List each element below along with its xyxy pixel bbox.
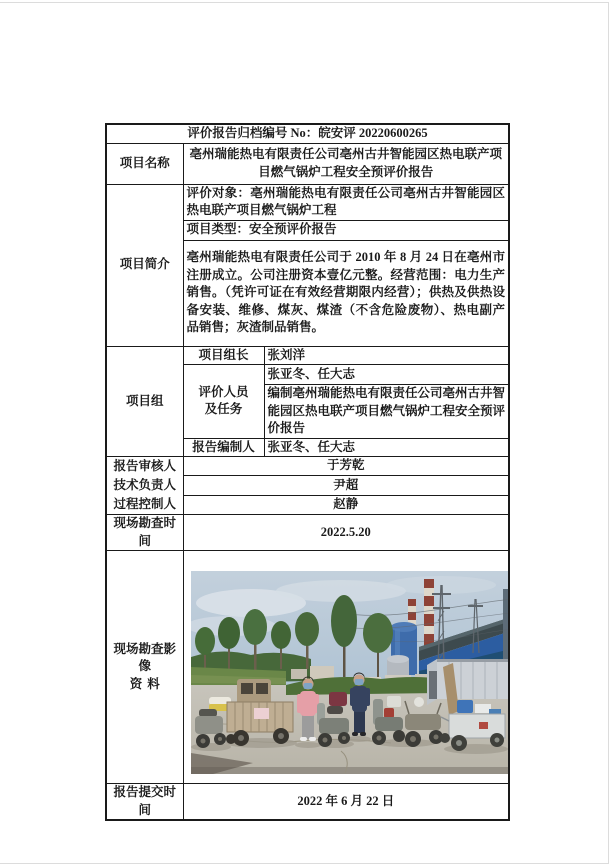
team-leader-value: 张刘洋 bbox=[264, 346, 509, 365]
evaluation-target: 评价对象：亳州瑞能热电有限责任公司亳州古井智能园区热电联产项目燃气锅炉工程 bbox=[183, 184, 509, 220]
evaluators-label-line2: 及任务 bbox=[204, 402, 243, 417]
survey-time-value: 2022.5.20 bbox=[183, 515, 509, 551]
report-archive-table bbox=[105, 123, 510, 821]
process-controller-name: 赵静 bbox=[183, 495, 509, 514]
tech-lead-name: 尹超 bbox=[183, 476, 509, 495]
evaluators-label bbox=[183, 365, 264, 439]
evaluators-label-line1: 评价人员 bbox=[198, 384, 249, 399]
tech-lead-label: 技术负责人 bbox=[113, 478, 176, 492]
fence bbox=[427, 659, 510, 705]
process-controller-label: 过程控制人 bbox=[113, 497, 176, 511]
project-intro-label: 项目简介 bbox=[106, 184, 183, 346]
compiler-label: 报告编制人 bbox=[183, 438, 264, 457]
site-photo-graphic bbox=[191, 571, 510, 774]
company-profile: 亳州瑞能热电有限责任公司于 2010 年 8 月 24 日在亳州市注册成立。公司注册资本壹亿元整。经营范围：电力生产销售。（凭许可证在有效经营期限内经营）；供热及供热设备安装、维修、煤灰、煤渣（不含危险废物）、热电副产品销售；灰渣制品销售。 bbox=[183, 240, 509, 346]
project-name-label: 项目名称 bbox=[106, 143, 183, 184]
report-reviewer-name: 于芳乾 bbox=[183, 457, 509, 476]
project-type: 项目类型：安全预评价报告 bbox=[183, 220, 509, 240]
review-roles-label bbox=[106, 457, 183, 515]
document-page bbox=[0, 2, 609, 864]
compiler-names: 张亚冬、任大志 bbox=[264, 438, 509, 457]
survey-media-label-line2: 资料 bbox=[129, 676, 165, 691]
report-reviewer-label: 报告审核人 bbox=[113, 459, 176, 473]
chimney-tall bbox=[424, 579, 434, 649]
evaluators-names: 张亚冬、任大志 bbox=[264, 365, 509, 385]
survey-media-label bbox=[106, 551, 183, 784]
site-survey-photo bbox=[191, 571, 510, 774]
project-name-value: 亳州瑞能热电有限责任公司亳州古井智能园区热电联产项目燃气锅炉工程安全预评价报告 bbox=[183, 143, 509, 184]
survey-time-label: 现场勘查时间 bbox=[106, 515, 183, 551]
project-team-label: 项目组 bbox=[106, 346, 183, 457]
survey-media-label-line1: 现场勘查影像 bbox=[113, 641, 176, 674]
submission-time-label: 报告提交时间 bbox=[106, 784, 183, 821]
survey-photo-cell bbox=[183, 551, 509, 784]
archive-number-line: 评价报告归档编号 No：皖安评 20220600265 bbox=[106, 124, 509, 143]
team-leader-label: 项目组长 bbox=[183, 346, 264, 365]
evaluators-task: 编制亳州瑞能热电有限责任公司亳州古井智能园区热电联产项目燃气锅炉工程安全预评价报告 bbox=[264, 385, 509, 439]
submission-time-value: 2022 年 6 月 22 日 bbox=[183, 784, 509, 821]
